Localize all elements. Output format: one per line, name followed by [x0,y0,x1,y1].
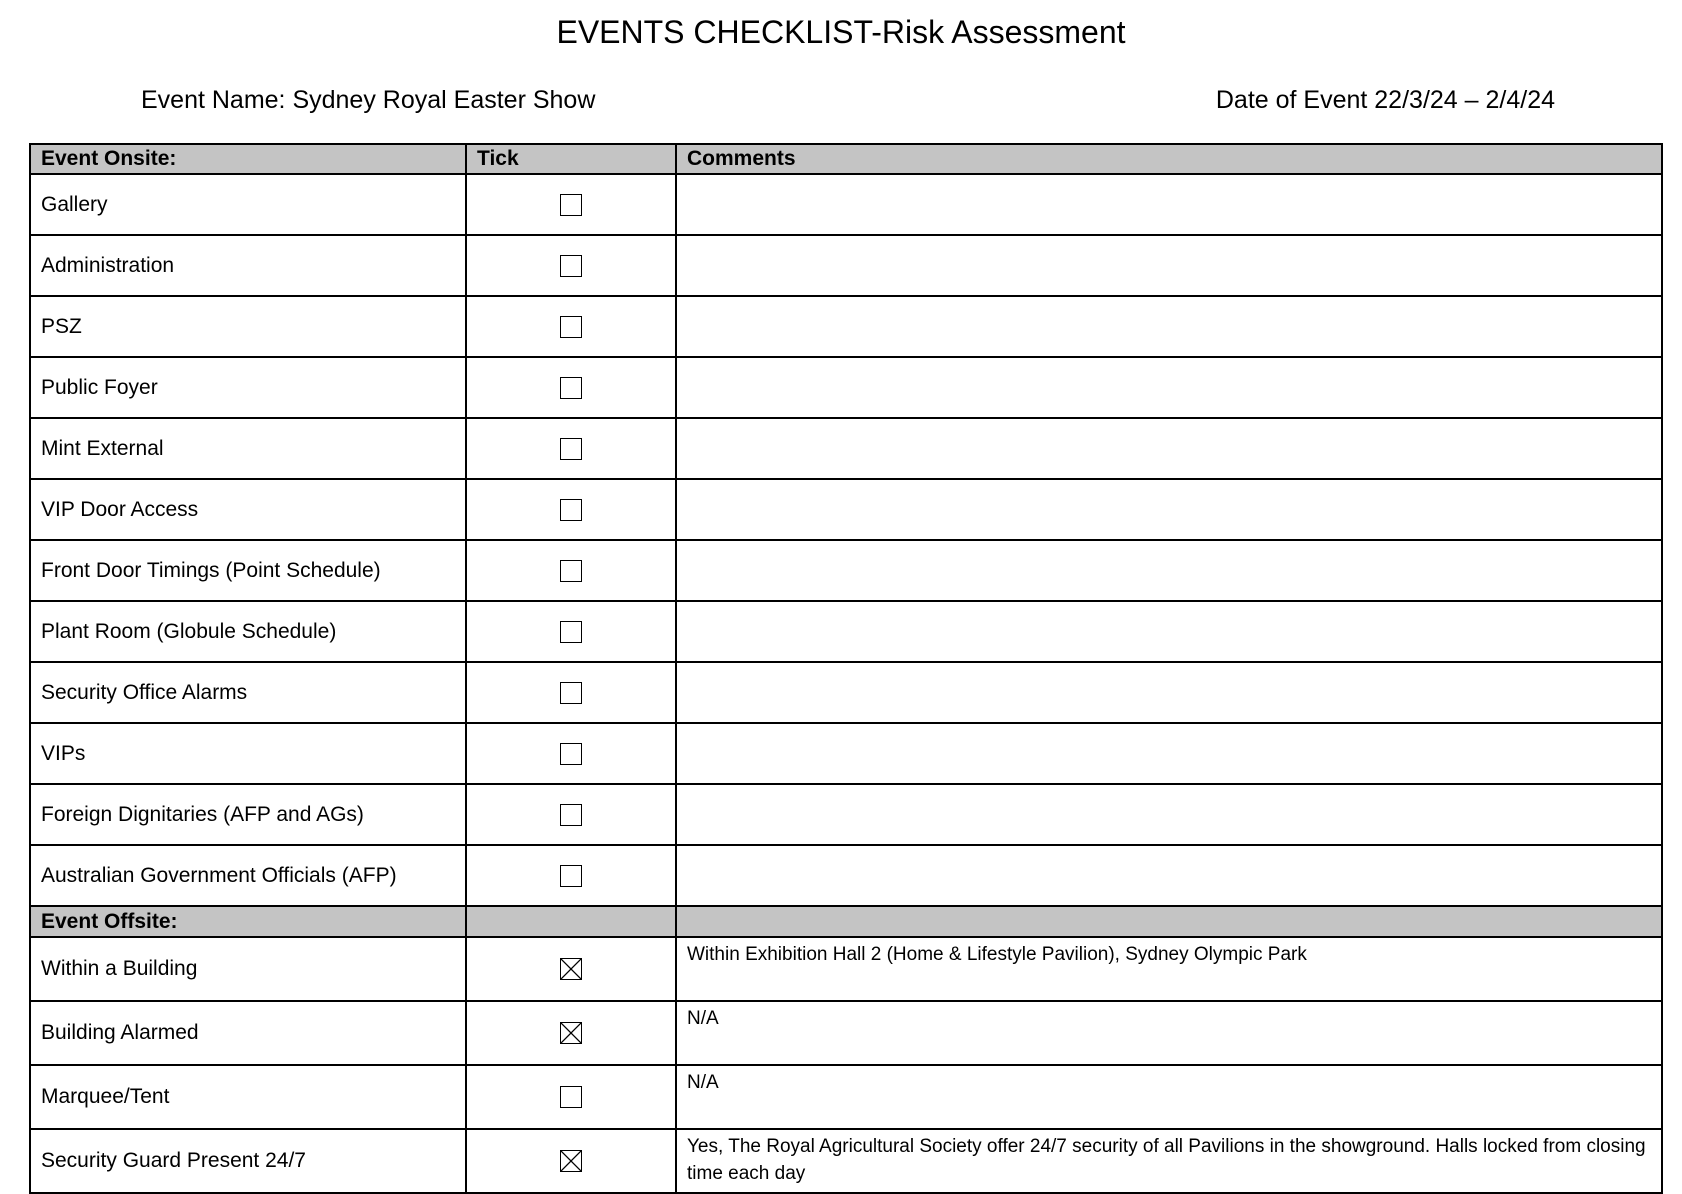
item-label: Within a Building [30,937,466,1001]
tick-checkbox[interactable] [560,1022,582,1044]
tick-cell [466,1065,676,1129]
checklist-row [30,662,1662,723]
checklist-row [30,845,1662,906]
tick-checkbox[interactable] [560,682,582,704]
comment-cell[interactable]: Within Exhibition Hall 2 (Home & Lifestyle Pavilion), Sydney Olympic Park [676,937,1662,1001]
tick-checkbox[interactable] [560,743,582,765]
comment-cell[interactable] [676,723,1662,784]
tick-cell [466,784,676,845]
item-label: Plant Room (Globule Schedule) [30,601,466,662]
checklist-row [30,174,1662,235]
cross-mark-icon [561,959,581,979]
item-label: Security Guard Present 24/7 [30,1129,466,1193]
tick-checkbox[interactable] [560,194,582,216]
tick-checkbox[interactable] [560,958,582,980]
tick-checkbox[interactable] [560,438,582,460]
tick-cell [466,174,676,235]
item-label: Marquee/Tent [30,1065,466,1129]
tick-cell [466,845,676,906]
comment-cell[interactable] [676,540,1662,601]
checklist-row [30,235,1662,296]
tick-checkbox[interactable] [560,316,582,338]
tick-checkbox[interactable] [560,499,582,521]
tick-cell [466,1129,676,1193]
event-date: Date of Event 22/3/24 – 2/4/24 [1215,86,1555,114]
item-label: Australian Government Officials (AFP) [30,845,466,906]
tick-cell [466,479,676,540]
item-label: Public Foyer [30,357,466,418]
item-label: Administration [30,235,466,296]
comment-cell[interactable] [676,174,1662,235]
checklist-row [30,723,1662,784]
item-label: PSZ [30,296,466,357]
checklist-row [30,1129,1662,1193]
tick-header: Tick [466,144,676,174]
offsite-tick-header [466,906,676,937]
document-title: EVENTS CHECKLIST-Risk Assessment [556,14,1126,50]
event-name: Event Name: Sydney Royal Easter Show [141,86,596,114]
checklist-row [30,601,1662,662]
tick-checkbox[interactable] [560,621,582,643]
item-label: Security Office Alarms [30,662,466,723]
tick-checkbox[interactable] [560,1086,582,1108]
cross-mark-icon [561,1023,581,1043]
tick-cell [466,937,676,1001]
checklist-row [30,1065,1662,1129]
item-label: Foreign Dignitaries (AFP and AGs) [30,784,466,845]
tick-cell [466,296,676,357]
comment-cell[interactable] [676,418,1662,479]
tick-checkbox[interactable] [560,865,582,887]
offsite-comments-header [676,906,1662,937]
tick-checkbox[interactable] [560,377,582,399]
comment-cell[interactable] [676,662,1662,723]
offsite-header-row [30,906,1662,937]
comment-cell[interactable] [676,601,1662,662]
comment-cell[interactable] [676,296,1662,357]
tick-checkbox[interactable] [560,1150,582,1172]
item-label: Front Door Timings (Point Schedule) [30,540,466,601]
tick-cell [466,418,676,479]
item-label: Gallery [30,174,466,235]
tick-cell [466,235,676,296]
tick-cell [466,1001,676,1065]
onsite-header: Event Onsite: [30,144,466,174]
comment-cell[interactable] [676,479,1662,540]
comment-cell[interactable]: Yes, The Royal Agricultural Society offer 24/7 security of all Pavilions in the showground. Halls locked from closing time each day [676,1129,1662,1193]
tick-checkbox[interactable] [560,804,582,826]
checklist-row [30,1001,1662,1065]
checklist-row [30,296,1662,357]
tick-checkbox[interactable] [560,255,582,277]
checklist-row [30,418,1662,479]
tick-cell [466,357,676,418]
offsite-header: Event Offsite: [30,906,466,937]
tick-cell [466,540,676,601]
comment-cell[interactable] [676,845,1662,906]
checklist-table [29,143,1663,1194]
onsite-header-row [30,144,1662,174]
comment-cell[interactable]: N/A [676,1001,1662,1065]
checklist-row [30,357,1662,418]
comments-header: Comments [676,144,1662,174]
item-label: VIP Door Access [30,479,466,540]
comment-cell[interactable] [676,235,1662,296]
item-label: Building Alarmed [30,1001,466,1065]
comment-cell[interactable]: N/A [676,1065,1662,1129]
cross-mark-icon [561,1151,581,1171]
comment-cell[interactable] [676,784,1662,845]
checklist-row [30,540,1662,601]
item-label: Mint External [30,418,466,479]
comment-cell[interactable] [676,357,1662,418]
item-label: VIPs [30,723,466,784]
tick-cell [466,662,676,723]
tick-checkbox[interactable] [560,560,582,582]
checklist-row [30,479,1662,540]
checklist-row [30,937,1662,1001]
tick-cell [466,723,676,784]
tick-cell [466,601,676,662]
checklist-row [30,784,1662,845]
